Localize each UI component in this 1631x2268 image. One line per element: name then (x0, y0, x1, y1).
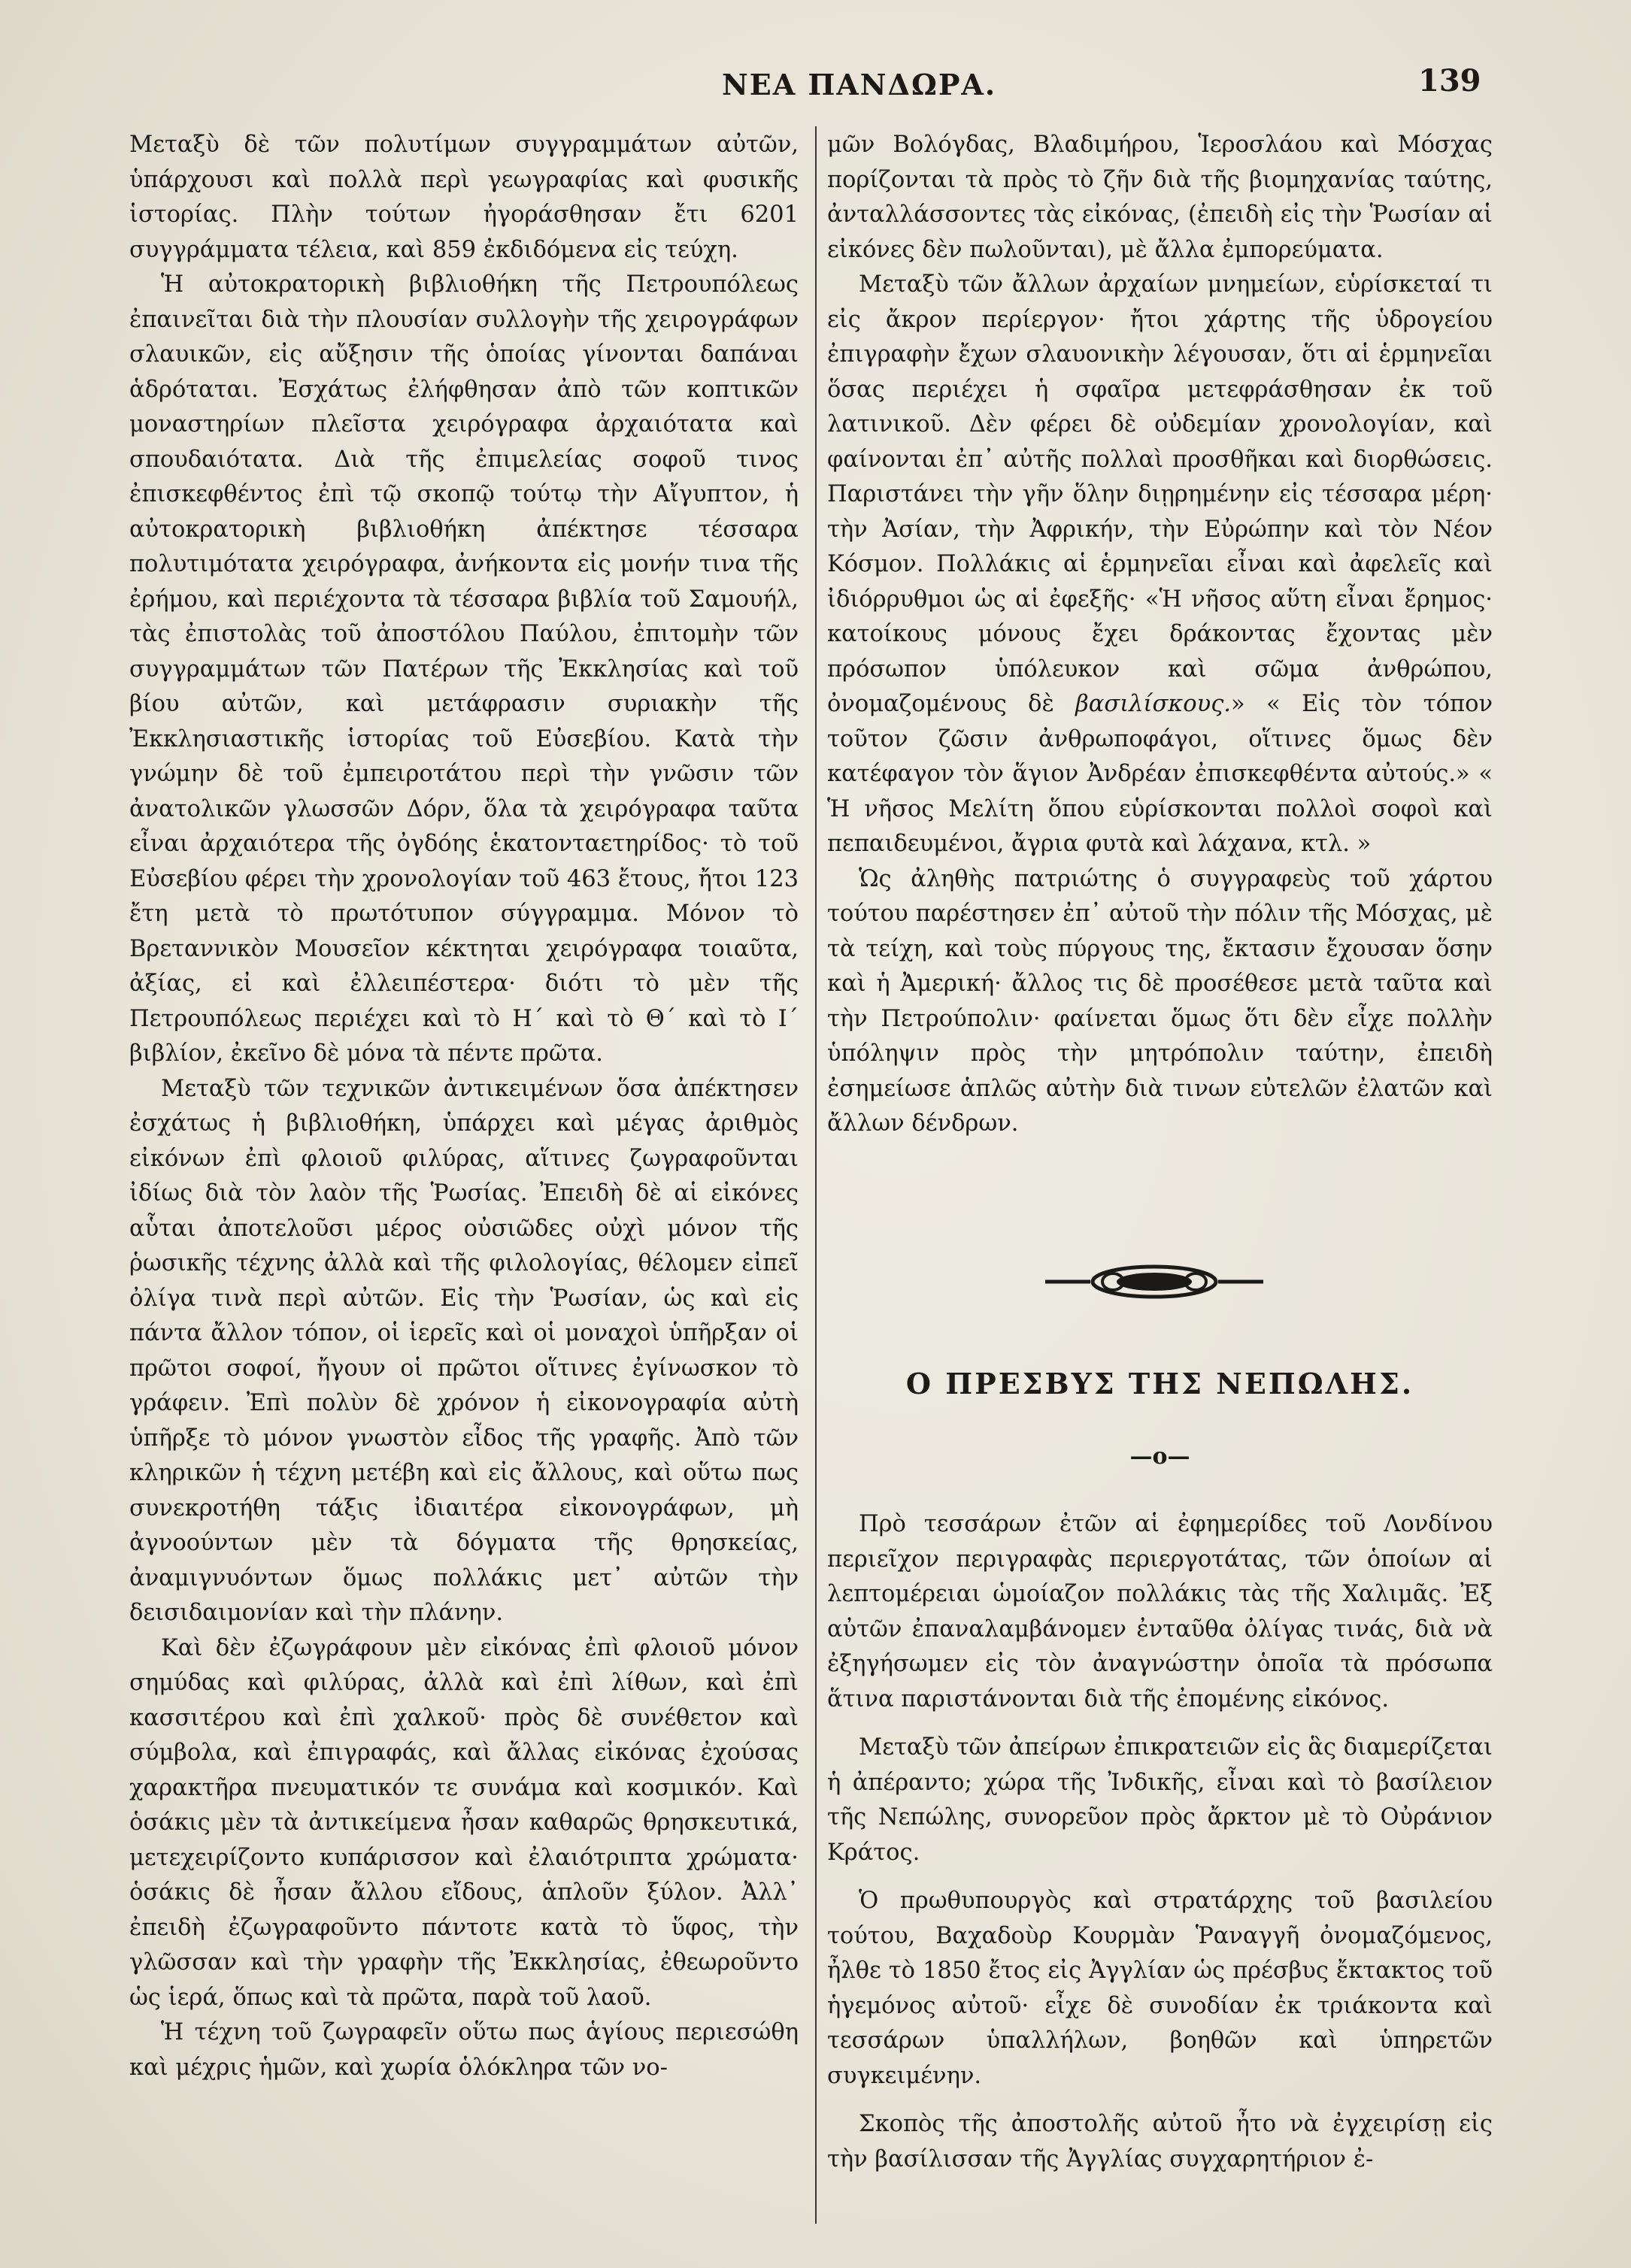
running-title: ΝΕΑ ΠΑΝΔΩΡΑ. (722, 68, 997, 101)
left-paragraph: Ἡ τέχνη τοῦ ζωγραφεῖν οὕτω πως ἁγίους περιεσώθη καὶ μέχρις ἡμῶν, καὶ χωρία ὁλόκληρα τῶν νο- (129, 2019, 799, 2081)
article-paragraph: Σκοπὸς τῆς ἀποστολῆς αὐτοῦ ἦτο νὰ ἐγχειρίσῃ εἰς τὴν βασίλισσαν τῆς Ἀγγλίας συγχαρητήριον ἐ- (827, 2111, 1493, 2173)
left-paragraph: Μεταξὺ δὲ τῶν πολυτίμων συγγραμμάτων αὐτῶν, ὑπάρχουσι καὶ πολλὰ περὶ γεωγραφίας καὶ φυσικῆς ἱστορίας. Πλὴν τούτων ἠγοράσθησαν ἔτι 6201 συγγράμματα τέλεια, καὶ 859 ἐκδιδόμενα εἰς τεύχη. (129, 132, 799, 263)
left-column (129, 128, 799, 2085)
article-title: Ο ΠΡΕΣΒΥΣ ΤΗΣ ΝΕΠΩΛΗΣ. (905, 1367, 1414, 1400)
italic-term: βασιλίσκους. (1075, 691, 1231, 717)
right-paragraph-text: Μεταξὺ τῶν ἄλλων ἀρχαίων μνημείων, εὑρίσκεταί τι εἰς ἄκρον περίεργον· ἤτοι χάρτης τῆς ὑδρογείου ἐπιγραφὴν ἔχων σλαυονικὴν λέγουσαν, ὅτι αἱ ἑρμηνεῖαι ὅσας περιέχει ἡ σφαῖρα μετεφράσθησαν ἐκ τοῦ λατινικοῦ. Δὲν φέρει δὲ οὐδεμίαν χρονολογίαν, καὶ φαίνονται ἐπ᾽ αὐτῆς πολλαὶ προσθῆκαι καὶ διορθώσεις. Παριστάνει τὴν γῆν ὅλην διῃρημένην εἰς τέσσαρα μέρη· τὴν Ἀσίαν, τὴν Ἀφρικήν, τὴν Εὐρώπην καὶ τὸν Νέον Κόσμον. Πολλάκις αἱ ἑρμηνεῖαι εἶναι καὶ ἀφελεῖς καὶ ἰδιόρρυθμοι ὡς αἱ ἐφεξῆς· «Ἡ νῆσος αὕτη εἶναι ἔρημος· κατοίκους μόνους ἔχει δράκοντας ἔχοντας μὲν πρόσωπον ὑπόλευκον καὶ σῶμα ἀνθρώπου, ὀνομαζομένους δὲ (827, 271, 1493, 717)
article-body (827, 1507, 1493, 2191)
page-number: 139 (1418, 63, 1481, 98)
ornament-divider-icon (1045, 1263, 1263, 1301)
right-column (827, 128, 1493, 1142)
right-paragraph (827, 268, 1493, 862)
left-paragraph: Ἡ αὐτοκρατορικὴ βιβλιοθήκη τῆς Πετρουπόλεως ἐπαινεῖται διὰ τὴν πλουσίαν συλλογὴν τῆς χειρογράφων σλαυικῶν, εἰς αὔξησιν τῆς ὁποίας γίνονται δαπάναι ἁδρόταται. Ἐσχάτως ἐλήφθησαν ἀπὸ τῶν κοπτικῶν μοναστηρίων πλεῖστα χειρόγραφα ἀρχαιότατα καὶ σπουδαιότατα. Διὰ τῆς ἐπιμελείας σοφοῦ τινος ἐπισκεφθέντος ἐπὶ τῷ σκοπῷ τούτῳ τὴν Αἴγυπτον, ἡ αὐτοκρατορικὴ βιβλιοθήκη ἀπέκτησε τέσσαρα πολυτιμότατα χειρόγραφα, ἀνήκοντα εἰς μονήν τινα τῆς ἐρήμου, καὶ περιέχοντα τὰ τέσσαρα βιβλία τοῦ Σαμουήλ, τὰς ἐπιστολὰς τοῦ ἀποστόλου Παύλου, ἐπιτομὴν τῶν συγγραμμάτων τῶν Πατέρων τῆς Ἐκκλησίας καὶ τοῦ βίου αὐτῶν, καὶ μετάφρασιν συριακὴν τῆς Ἐκκλησιαστικῆς ἱστορίας τοῦ Εὐσεβίου. Κατὰ τὴν γνώμην δὲ τοῦ ἐμπειροτάτου περὶ τὴν γνῶσιν τῶν ἀνατολικῶν γλωσσῶν Δόρν, ὅλα τὰ χειρόγραφα ταῦτα εἶναι ἀρχαιότερα τῆς ὀγδόης ἑκατονταετηρίδος· τὸ τοῦ Εὐσεβίου φέρει τὴν χρονολογίαν τοῦ 463 ἔτους, ἤτοι 123 ἔτη μετὰ τὸ πρωτότυπον σύγγραμμα. Μόνον τὸ Βρεταννικὸν Μουσεῖον κέκτηται χειρόγραφα τοιαῦτα, ἀξίας, εἰ καὶ ἐλλειπέστερα· διότι τὸ μὲν τῆς Πετρουπόλεως περιέχει καὶ τὸ Η΄ καὶ τὸ Θ΄ καὶ τὸ Ι΄ βιβλίον, ἐκεῖνο δὲ μόνα τὰ πέντε πρῶτα. (129, 271, 799, 1067)
article-paragraph: Μεταξὺ τῶν ἀπείρων ἐπικρατειῶν εἰς ἃς διαμερίζεται ἡ ἀπέραντο; χώρα τῆς Ἰνδικῆς, εἶναι καὶ τὸ βασίλειον τῆς Νεπώλης, συνορεῦον πρὸς ἄρκτον μὲ τὸ Οὐράνιον Κράτος. (827, 1734, 1493, 1866)
right-paragraph-text: » « Εἰς τὸν τόπον τοῦτον ζῶσιν ἀνθρωποφάγοι, οἵτινες ὅμως δὲν κατέφαγον τὸν ἅγιον Ἀνδρέαν ἐπισκεφθέντα αὐτούς.» « Ἡ νῆσος Μελίτη ὅπου εὑρίσκονται πολλοὶ σοφοὶ καὶ πεπαιδευμένοι, ἄγρια φυτὰ καὶ λάχανα, κτλ. » (827, 691, 1493, 857)
article-paragraph: Πρὸ τεσσάρων ἐτῶν αἱ ἐφημερίδες τοῦ Λονδίνου περιεῖχον περιγραφὰς περιεργοτάτας, τῶν ὁποίων αἱ λεπτομέρειαι ὡμοίαζον πολλάκις τὰς τῆς Χαλιμᾶς. Ἐξ αὐτῶν ἐπαναλαμβάνομεν ἐνταῦθα ὀλίγας τινάς, διὰ νὰ ἐξηγήσωμεν εἰς τὸν ἀναγνώστην ὁποῖα τὰ πρόσωπα ἅτινα παριστάνονται διὰ τῆς ἐπομένης εἰκόνος. (827, 1511, 1493, 1712)
right-paragraph: μῶν Βολόγδας, Βλαδιμήρου, Ἱεροσλάου καὶ Μόσχας πορίζονται τὰ πρὸς τὸ ζῆν διὰ τῆς βιομηχανίας ταύτης, ἀνταλλάσσοντες τὰς εἰκόνας, (ἐπειδὴ εἰς τὴν Ῥωσίαν αἱ εἰκόνες δὲν πωλοῦνται), μὲ ἄλλα ἐμπορεύματα. (827, 132, 1493, 263)
right-paragraph: Ὡς ἀληθὴς πατριώτης ὁ συγγραφεὺς τοῦ χάρτου τούτου παρέστησεν ἐπ᾽ αὐτοῦ τὴν πόλιν τῆς Μόσχας, μὲ τὰ τείχη, καὶ τοὺς πύργους της, ἔκτασιν ἔχουσαν ὅσην καὶ ἡ Ἀμερική· ἄλλος τις δὲ προσέθεσε μετὰ ταῦτα καὶ τὴν Πετρούπολιν· φαίνεται ὅμως ὅτι δὲν εἶχε πολλὴν ὑπόληψιν πρὸς τὴν μητρόπολιν ταύτην, ἐπειδὴ ἐσημείωσε ἁπλῶς αὐτὴν διὰ τινων εὐτελῶν ἐλατῶν καὶ ἄλλων δένδρων. (827, 865, 1493, 1137)
left-paragraph: Καὶ δὲν ἐζωγράφουν μὲν εἰκόνας ἐπὶ φλοιοῦ μόνον σημύδας καὶ φιλύρας, ἀλλὰ καὶ ἐπὶ λίθων, καὶ ἐπὶ κασσιτέρου καὶ ἐπὶ χαλκοῦ· πρὸς δὲ συνέθετον καὶ σύμβολα, καὶ ἐπιγραφάς, καὶ ἄλλας εἰκόνας ἐχούσας χαρακτῆρα πνευματικόν τε συνάμα καὶ κοσμικόν. Καὶ ὁσάκις μὲν τὰ ἀντικείμενα ἦσαν καθαρῶς θρησκευτικά, μετεχειρίζοντο κυπάρισσον καὶ ἐλαιότριπτα χρώματα· ὁσάκις δὲ ἦσαν ἄλλου εἴδους, ἁπλοῦν ξύλον. Ἀλλ᾽ ἐπειδὴ ἐζωγραφοῦντο πάντοτε κατὰ τὸ ὕφος, τὴν γλῶσσαν καὶ τὴν γραφὴν τῆς Ἐκκλησίας, ἐθεωροῦντο ὡς ἱερά, ὅπως καὶ τὰ πρῶτα, παρὰ τοῦ λαοῦ. (129, 1634, 799, 2011)
column-rule (815, 126, 817, 2224)
article-paragraph: Ὁ πρωθυπουργὸς καὶ στρατάρχης τοῦ βασιλείου τούτου, Βαχαδοὺρ Κουρμὰν Ῥαναγγῆ ὀνομαζόμενος, ἦλθε τὸ 1850 ἔτος εἰς Ἀγγλίαν ὡς πρέσβυς ἔκτακτος τοῦ ἡγεμόνος αὐτοῦ· εἶχε δὲ συνοδίαν ἐκ τριάκοντα καὶ τεσσάρων ὑπαλλήλων, βοηθῶν καὶ ὑπηρετῶν συγκειμένην. (827, 1888, 1493, 2089)
left-paragraph: Μεταξὺ τῶν τεχνικῶν ἀντικειμένων ὅσα ἀπέκτησεν ἐσχάτως ἡ βιβλιοθήκη, ὑπάρχει καὶ μέγας ἀριθμὸς εἰκόνων ἐπὶ φλοιοῦ φιλύρας, αἵτινες ζωγραφοῦνται ἰδίως διὰ τὸν λαὸν τῆς Ῥωσίας. Ἐπειδὴ δὲ αἱ εἰκόνες αὗται ἀποτελοῦσι μέρος οὐσιῶδες οὐχὶ μόνον τῆς ῥωσικῆς τέχνης ἀλλὰ καὶ τῆς φιλολογίας, θέλομεν εἰπεῖ ὀλίγα τινὰ περὶ αὐτῶν. Εἰς τὴν Ῥωσίαν, ὡς καὶ εἰς πάντα ἄλλον τόπον, οἱ ἱερεῖς καὶ οἱ μοναχοὶ ὑπῆρξαν οἱ πρῶτοι σοφοί, ἤγουν οἱ πρῶτοι οἵτινες ἐγίνωσκον τὸ γράφειν. Ἐπὶ πολὺν δὲ χρόνον ἡ εἰκονογραφία αὐτὴ ὑπῆρξε τὸ μόνον γνωστὸν εἶδος τῆς γραφῆς. Ἀπὸ τῶν κληρικῶν ἡ τέχνη μετέβη καὶ εἰς ἄλλους, καὶ οὕτω πως συνεκροτήθη τάξις ἰδιαιτέρα εἰκονογράφων, μὴ ἀγνοούντων μὲν τὰ δόγματα τῆς θρησκείας, ἀναμιγνυόντων ὅμως πολλάκις μετ᾽ αὐτῶν τὴν δεισιδαιμονίαν καὶ τὴν πλάνην. (129, 1075, 799, 1626)
title-separator: —o— (1129, 1443, 1190, 1470)
